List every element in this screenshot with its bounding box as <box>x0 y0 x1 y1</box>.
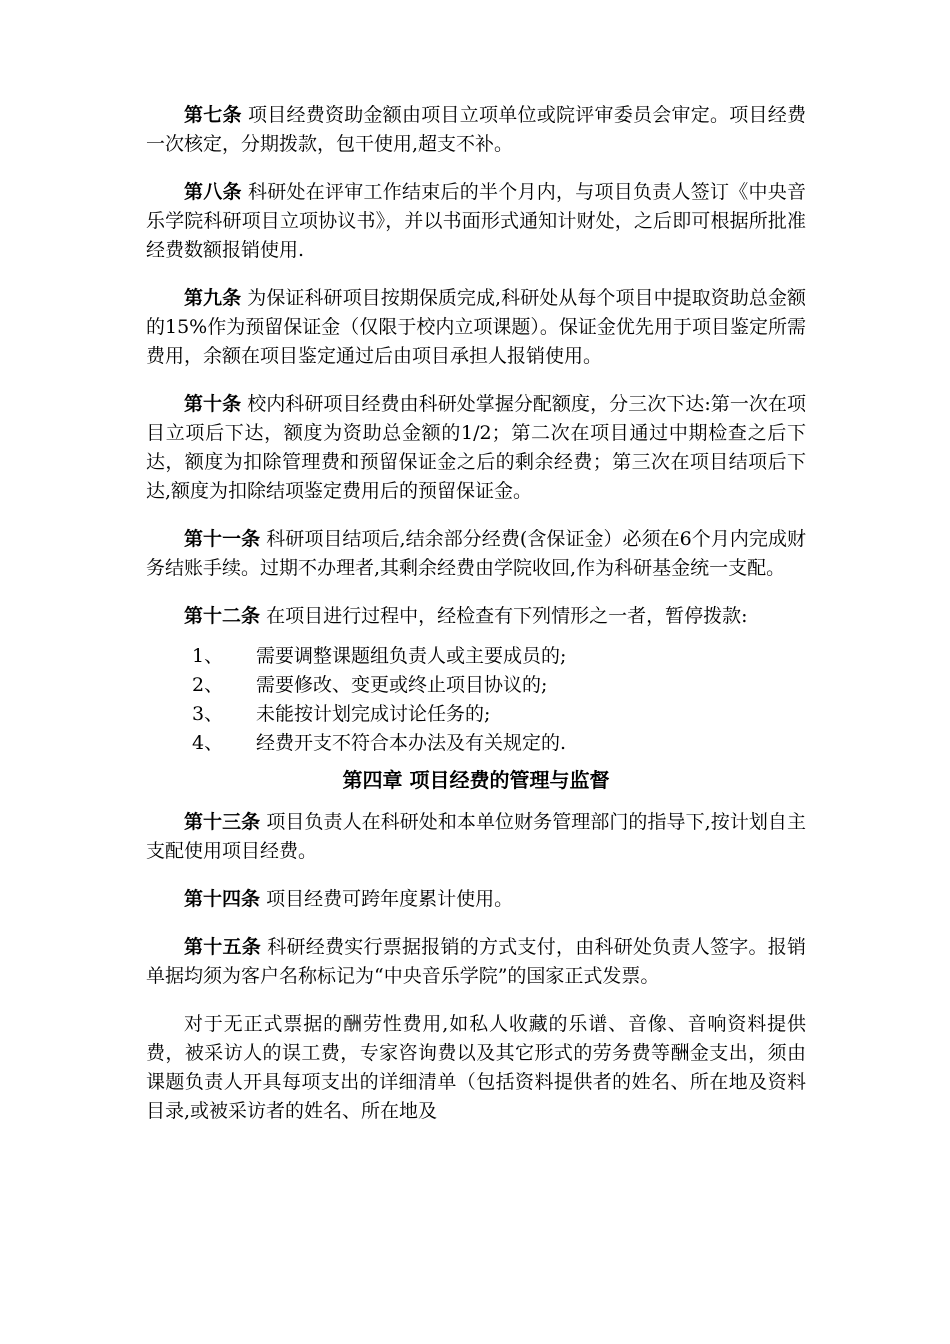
article-13 <box>146 808 806 866</box>
article-7 <box>146 101 806 159</box>
article-9 <box>146 284 806 371</box>
article-title: 第十条 <box>184 393 242 415</box>
list-text: 未能按计划完成讨论任务的; <box>256 703 491 725</box>
article-15 <box>146 933 806 991</box>
list-item <box>146 642 806 671</box>
article-title: 第十四条 <box>184 888 261 910</box>
article-text: 为保证科研项目按期保质完成,科研处从每个项目中提取资助总金额的15%作为预留保证金（仅限于校内立项课题）。保证金优先用于项目鉴定所需费用，余额在项目鉴定通过后由项目承担人报销使用。 <box>146 287 806 367</box>
list-item <box>146 700 806 729</box>
list-number: 4、 <box>192 732 224 754</box>
article-text: 在项目进行过程中，经检查有下列情形之一者，暂停拨款: <box>266 605 748 627</box>
article-text: 科研经费实行票据报销的方式支付，由科研处负责人签字。报销单据均须为客户名称标记为“中央音乐学院”的国家正式发票。 <box>146 936 806 987</box>
article-title: 第十一条 <box>184 528 261 550</box>
article-14 <box>146 885 806 914</box>
article-12 <box>146 602 806 631</box>
list-number: 1、 <box>192 645 224 667</box>
chapter-heading: 第四章 项目经费的管理与监督 <box>342 768 610 792</box>
article-10 <box>146 390 806 506</box>
article-text: 科研项目结项后,结余部分经费(含保证金）必须在6个月内完成财务结账手续。过期不办理者,其剩余经费由学院收回,作为科研基金统一支配。 <box>146 528 806 579</box>
article-title: 第八条 <box>184 181 242 203</box>
closing-paragraph: 对于无正式票据的酬劳性费用,如私人收藏的乐谱、音像、音响资料提供费，被采访人的误工费，专家咨询费以及其它形式的劳务费等酬金支出，须由课题负责人开具每项支出的详细清单（包括资料提供者的姓名、所在地及资料目录,或被采访者的姓名、所在地及 <box>146 1013 806 1122</box>
article-text: 项目负责人在科研处和本单位财务管理部门的指导下,按计划自主支配使用项目经费。 <box>146 811 806 862</box>
article-title: 第七条 <box>184 104 242 126</box>
list-number: 2、 <box>192 674 224 696</box>
article-title: 第十三条 <box>184 811 261 833</box>
document-page <box>146 101 806 1145</box>
article-11 <box>146 525 806 583</box>
article-text: 校内科研项目经费由科研处掌握分配额度，分三次下达:第一次在项目立项后下达，额度为资助总金额的1/2；第二次在项目通过中期检查之后下达，额度为扣除管理费和预留保证金之后的剩余经费；第三次在项目结项后下达,额度为扣除结项鉴定费用后的预留保证金。 <box>146 393 806 502</box>
list-item <box>146 729 806 758</box>
article-text: 科研处在评审工作结束后的半个月内，与项目负责人签订《中央音乐学院科研项目立项协议书》，并以书面形式通知计财处，之后即可根据所批准经费数额报销使用. <box>146 181 806 261</box>
list-number: 3、 <box>192 703 224 725</box>
suspension-conditions-list <box>146 642 806 758</box>
article-title: 第十二条 <box>184 605 261 627</box>
list-text: 需要调整课题组负责人或主要成员的; <box>256 645 567 667</box>
article-title: 第九条 <box>184 287 242 309</box>
article-text: 项目经费可跨年度累计使用。 <box>266 888 514 910</box>
article-title: 第十五条 <box>184 936 261 958</box>
list-text: 需要修改、变更或终止项目协议的; <box>256 674 548 696</box>
list-text: 经费开支不符合本办法及有关规定的. <box>256 732 567 754</box>
article-8 <box>146 178 806 265</box>
article-text: 项目经费资助金额由项目立项单位或院评审委员会审定。项目经费一次核定，分期拨款，包干使用,超支不补。 <box>146 104 806 155</box>
list-item <box>146 671 806 700</box>
